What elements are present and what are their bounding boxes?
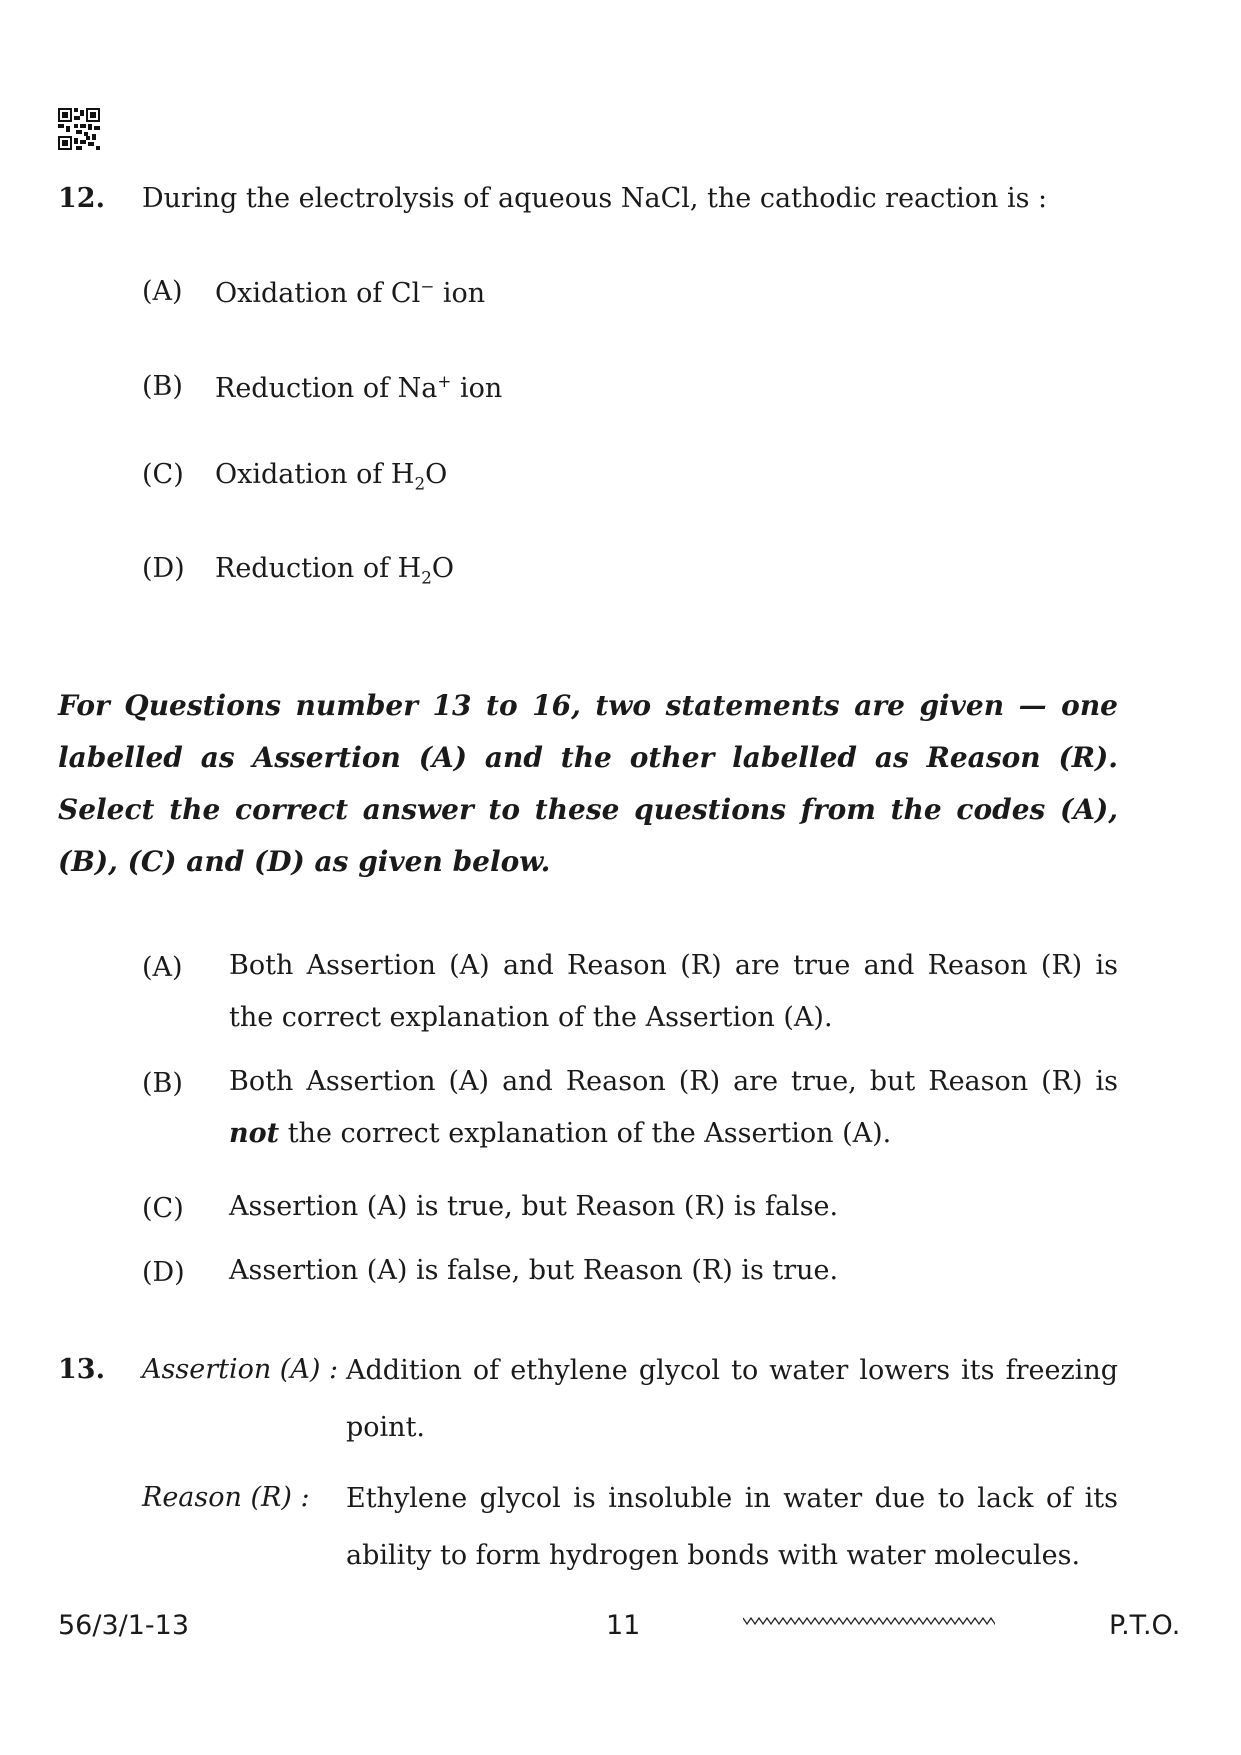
- option-text: Both Assertion (A) and Reason (R) are true and Reason (R) is the correct explanation of the Assertion (A).: [229, 950, 1118, 1033]
- option-text: Assertion (A) is false, but Reason (R) is true.: [229, 1255, 839, 1286]
- option-label: (C): [142, 459, 184, 490]
- option-text: Assertion (A) is true, but Reason (R) is false.: [229, 1191, 839, 1222]
- wavy-line-decoration: [743, 1614, 995, 1628]
- option-label: (C): [142, 1193, 184, 1224]
- paper-code: 56/3/1-13: [58, 1610, 190, 1641]
- assertion-label: Assertion (A) :: [142, 1354, 339, 1385]
- option-text: Reduction of Na+ ion: [215, 371, 503, 404]
- option-text: Oxidation of $H_2O$: [215, 459, 448, 494]
- question-stem: During the electrolysis of aqueous NaCl, the cathodic reaction is :: [142, 183, 1048, 214]
- option-text: Reduction of $H_2O$: [215, 553, 454, 588]
- option-label: (B): [142, 371, 183, 402]
- option-text: Oxidation of Cl− ion: [215, 276, 486, 309]
- question-number: 13.: [58, 1354, 105, 1385]
- q12-option-d: [142, 553, 454, 588]
- q12-option-c: [142, 459, 448, 494]
- option-label: (D): [142, 1257, 185, 1288]
- question-number: 12.: [58, 183, 105, 214]
- q12-option-b: [142, 371, 503, 404]
- option-label: (D): [142, 553, 185, 584]
- assertion-reason-instructions: For Questions number 13 to 16, two statements are given — one labelled as Assertion (A) and the other labelled as Reason (R). Select the correct answer to these questions from the codes (A), (B), (C) and (D) as given below.: [58, 689, 1118, 878]
- please-turn-over: P.T.O.: [1109, 1610, 1181, 1641]
- option-label: (A): [142, 952, 183, 983]
- option-text: Both Assertion (A) and Reason (R) are true, but Reason (R) is not the correct explanation of the Assertion (A).: [229, 1066, 1118, 1149]
- assertion-text: Addition of ethylene glycol to water lowers its freezing point.: [346, 1355, 1118, 1443]
- qr-code-icon: [58, 108, 100, 150]
- reason-text: Ethylene glycol is insoluble in water due to lack of its ability to form hydrogen bonds with water molecules.: [346, 1483, 1118, 1571]
- option-label: (B): [142, 1068, 183, 1099]
- q12-option-a: [142, 276, 486, 309]
- reason-label: Reason (R) :: [142, 1482, 310, 1513]
- page-number: 11: [606, 1610, 641, 1641]
- option-label: (A): [142, 276, 183, 307]
